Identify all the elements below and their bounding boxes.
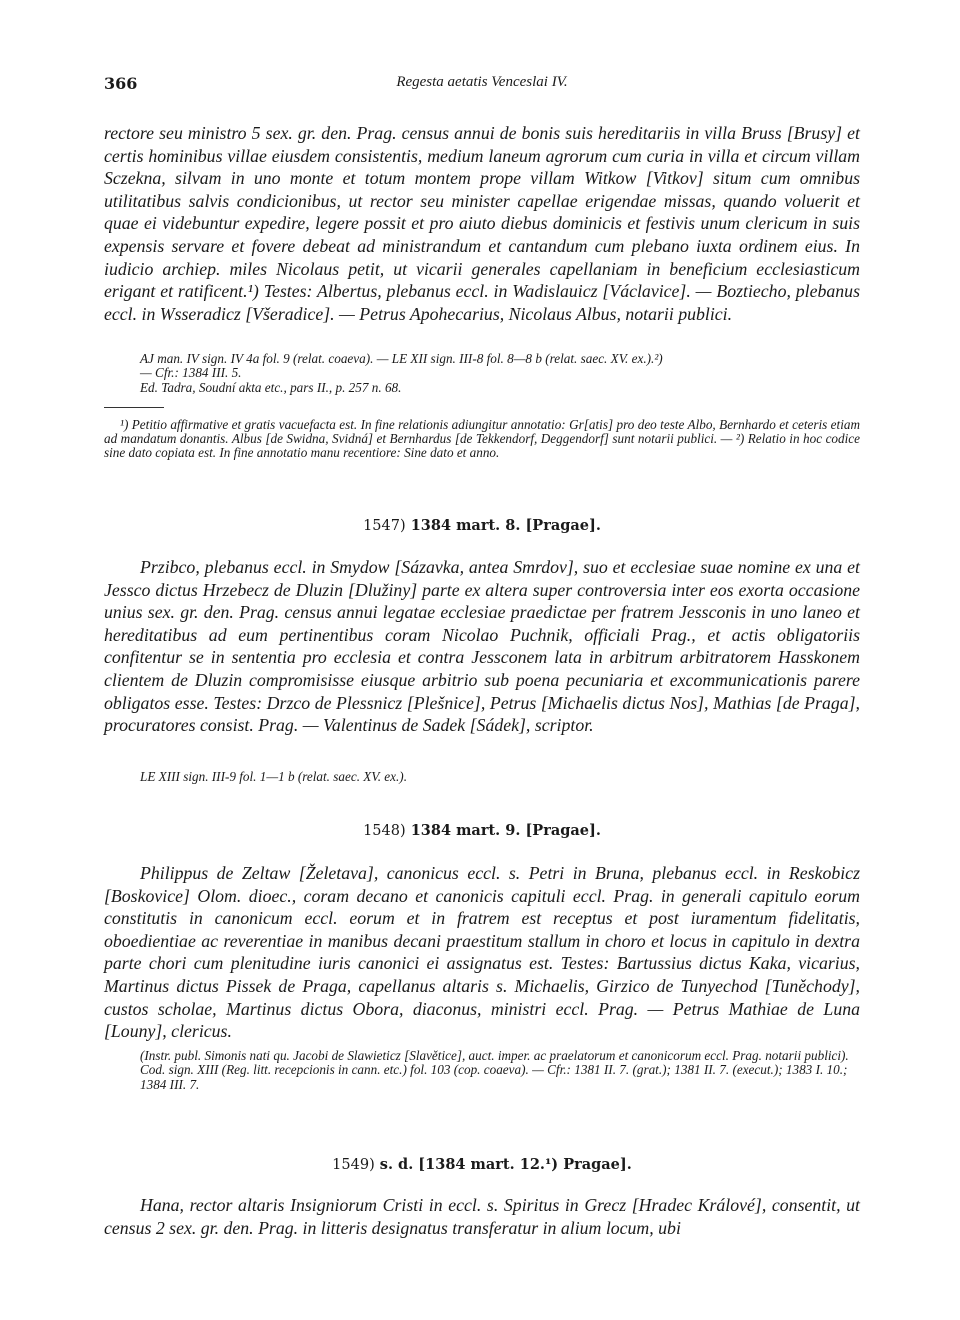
footnote-text: ¹) Petitio affirmative et gratis vacuefacta est. In fine relationis adiungitur annotatio: Gr[atis] pro deo teste Albo, Bernhardo et ceteris etiam ad mandatum donantis. Albus [de Swidna, Svidná] et Bernhardus [de Tekkendorf, Deggendorf] sunt notarii publici. — ²) Relatio in hoc codice sine dato copiata est. In fine annotatio manu recentiore: Sine dato et anno. <box>104 417 860 461</box>
source-line: — Cfr.: 1384 III. 5. <box>140 365 242 381</box>
entry-number: 1548) <box>363 823 406 839</box>
page-header <box>104 74 860 98</box>
entry-text: Hana, rector altaris Insigniorum Cristi in eccl. s. Spiritus in Grecz [Hradec Králové], consentit, ut census 2 sex. gr. den. Prag. in litteris designatus transferatur in alium locum, ubi <box>104 1195 860 1238</box>
entry-sources <box>104 1049 860 1092</box>
footnotes <box>104 418 860 461</box>
source-line: LE XIII sign. III-9 fol. 1—1 b (relat. saec. XV. ex.). <box>140 769 407 784</box>
entry-body <box>104 862 860 1043</box>
source-line: Cod. sign. XIII (Reg. litt. recepcionis in cann. etc.) fol. 103 (cop. coaeva). — Cfr.: 1381 II. 7. (grat.); 1381 II. 7. (execut.); 1383 I. 10.; 1384 III. 7. <box>140 1062 848 1092</box>
source-line: (Instr. publ. Simonis nati qu. Jacobi de Slawieticz [Slavětice], auct. imper. ac praelatorum et canonicorum eccl. Prag. notarii publici). <box>140 1048 849 1063</box>
entry-text: Przibco, plebanus eccl. in Smydow [Sázavka, antea Smrdov], suo et ecclesiae suae nomine ex una et Jessco dictus Hrzebecz de Dluzin [Dlužiny] parte ex altera super controversia inter eos exorta occasione unius sex. gr. den. Prag. census annui legatae ecclesiae praedictae per fratrem Jessconis in uno laneo et hereditatibus ad eum pertinentibus coram Nicolao Puchnik, officiali Prag., et actis obligatoriis confitentur se in sententia pro ecclesia et contra Jessconem lata in arbitrum arbitratorem Hasskonem clientem de Dluzin compromisisse eiusque arbitrio sub poena pecuniaria et excommunicationis parere obligatos esse. Testes: Drzco de Plessnicz [Plešnice], Petrus [Michaelis dictus Nos], Mathias [de Praga], procuratores consist. Prag. — Valentinus de Sadek [Sádek], scriptor. <box>104 557 860 736</box>
page-number: 366 <box>104 74 138 93</box>
entry-heading <box>104 822 860 839</box>
source-line: Ed. Tadra, Soudní akta etc., pars II., p. 257 n. 68. <box>140 379 402 395</box>
continuation-block <box>104 122 860 325</box>
entry-number: 1549) <box>332 1157 375 1173</box>
entry-date: 1384 mart. 9. [Pragae]. <box>410 822 601 839</box>
source-line: AJ man. IV sign. IV 4a fol. 9 (relat. coaeva). — LE XII sign. III-8 fol. 8—8 b (relat. saec. XV. ex.).²) <box>140 351 663 366</box>
entry-number: 1547) <box>363 518 406 534</box>
entry-body <box>104 1194 860 1239</box>
entry-body <box>104 556 860 737</box>
entry-text: Philippus de Zeltaw [Želetava], canonicus eccl. s. Petri in Bruna, plebanus eccl. in Reskobicz [Boskovice] Olom. dioec., coram decano et canonicis capituli eccl. Prag. in generali capitulo eorum constitutis in canonicum eccl. eorum et in fratrem est receptus et post iuramentum fidelitatis, oboedientiae ac reverentiae in manibus decani praestitum stallum in choro et locus in capitulo in dextra parte chori cum plenitudine iuris canonici ei assignatus est. Testes: Bartussius dictus Kaka, vicarius, Martinus dictus Pissek de Praga, capellanus altaris s. Michaelis, Girzico de Tunyechod [Tuněchody], custos scholae, Martinus dictus Obora, diaconus, ministri eccl. Prag. — Petrus Mathiae de Luna [Louny], clericus. <box>104 863 860 1042</box>
continuation-sources <box>104 352 860 395</box>
footnote-rule <box>104 407 164 408</box>
continuation-text: rectore seu ministro 5 sex. gr. den. Prag. census annui de bonis suis hereditariis in villa Bruss [Brusy] et certis hominibus villae eiusdem consistentis, medium laneum agrorum cum curia in villa et circum villam Sczekna, silvam in uno monte et totum montem prope villam Witkow [Vitkov] situm cum omnibus utilitatibus salvis condicionibus, ut rector seu minister capellae erigendae missas, quando voluerit et quae ei videbuntur expedire, legere possit et pro aiuto diebus dominicis et festivis unum clericum in suis expensis servare et fovere debeat ad ministrandum et cantandum cum plebano iuxta ordinem eius. In iudicio archiep. miles Nicolaus petit, ut vicarii generales capellaniam in beneficium ecclesiasticum erigant et ratificent.¹) Testes: Albertus, plebanus eccl. in Wadislauicz [Václavice]. — Boztiecho, plebanus eccl. in Wsseradicz [Všeradice]. — Petrus Apohecarius, Nicolaus Albus, notarii publici. <box>104 123 860 324</box>
entry-sources <box>104 770 860 784</box>
entry-date: 1384 mart. 8. [Pragae]. <box>410 517 601 534</box>
running-title: Regesta aetatis Venceslai IV. <box>396 74 568 90</box>
entry-heading <box>104 517 860 534</box>
entry-heading <box>104 1156 860 1173</box>
entry-date: s. d. [1384 mart. 12.¹) Pragae]. <box>379 1156 632 1173</box>
